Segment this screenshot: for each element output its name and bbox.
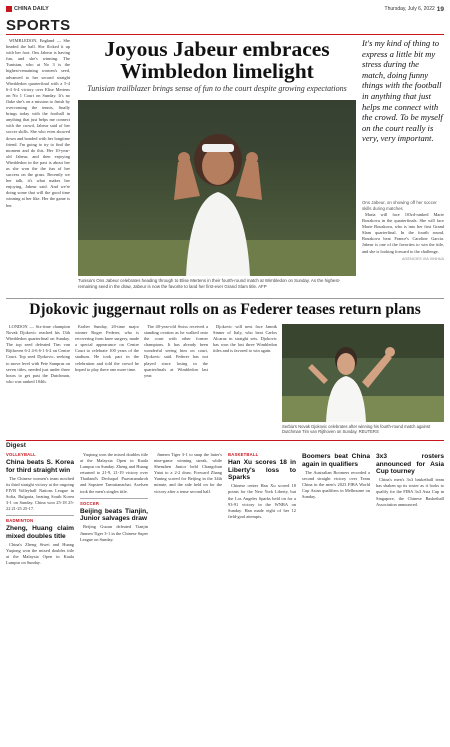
digest-body: China's men's 3x3 basketball team has shaken up its roster as it looks to qualify for the FIBA 3x3 Asia Cup in Singapore, the Chinese Basketball Association announced. — [376, 477, 444, 507]
digest-column-6 — [376, 452, 444, 742]
digest-headline: Han Xu scores 18 in Liberty's loss to Sparks — [228, 459, 296, 482]
second-col2-text: Earlier Sunday, 20-time major winner Roger Federer, who is recovering from knee surgery, made a special appearance on Centre Court to celebrate 100 years of the stadium. He took part in the celebration and told the crowd he hoped to play there one more time. — [75, 324, 139, 372]
pull-quote: It's my kind of thing to express a little bit my stress during the match, doing funny things with the football in anything that just helps me connect with the crowd. To be myself on the court really is very, very important. — [362, 38, 443, 144]
lead-photo-caption: Tunisia's Ons Jabeur celebrates heading through to Elise Mertens in their fourth-round match at Wimbledon on Sunday. As the highest-remaining seed in the draw, Jabeur is now the favorite to land her first-ever Grand Slam title. AFP — [78, 278, 341, 289]
section-rule — [6, 34, 444, 35]
second-col3-text: The 40-year-old Swiss received a standing ovation as he walked onto the court with other former champions. It has already been wonderful seeing him on court, Djokovic said. Federer has not played since losing in the quarterfinals at Wimbledon last year. — [144, 324, 208, 378]
digest-headline: Zheng, Huang claim mixed doubles title — [6, 525, 74, 541]
second-photo-caption: Serbia's Novak Djokovic celebrates after winning his fourth-round match against Dutchman Tim van Rijthoven on Sunday. REUTERS — [282, 424, 431, 435]
second-col1-text: LONDON — Six-time champion Novak Djokovic reached his 13th Wimbledon quarterfinal on Sunday. The top seed defeated Tim van Rijthoven 6-2 4-6 6-1 6-2 on Centre Court. Top seed Djokovic, seeking to move level with Pete Sampras on seven titles, needed just under three hours to get past the Dutchman, who was ranked 104th. — [6, 324, 70, 384]
lead-column-1 — [6, 38, 70, 290]
digest-column-2 — [80, 452, 148, 742]
page-number: 19 — [436, 5, 444, 13]
lead-byline: AGENCIES VIA XINHUA — [402, 256, 444, 261]
lead-subhead: Tunisian trailblazer brings sense of fun to the court despite growing expectations — [87, 84, 347, 93]
second-column-4 — [213, 324, 277, 436]
newspaper-logo — [6, 6, 49, 12]
djokovic-photo — [282, 324, 444, 422]
digest-kicker: BASKETBALL — [228, 452, 259, 457]
djokovic-photo-illustration — [282, 324, 444, 422]
jabeur-photo-illustration — [78, 100, 356, 276]
logo-mark-icon — [6, 6, 12, 12]
lead-headline: Joyous Jabeur embraces Wimbledon limelight — [104, 37, 330, 83]
digest-body: The Australian Boomers recorded a second straight victory over Team China in the men's 2023 FIBA World Cup Asian qualifiers in Melbourne on Sunday. — [302, 469, 370, 500]
digest-kicker: VOLLEYBALL — [6, 452, 36, 457]
second-headline: Djokovic juggernaut rolls on as Federer teases return plans — [29, 301, 421, 318]
digest-body: Jinmen Tiger 3-1 to snap the latter's nine-game winning streak, while Shenzhen Junior held Changchun Yatai to a 2-2 draw. Forward Zhang Yuning scored for Beijing in the 34th minute, and the side held on for the victory after a tense second half. — [154, 452, 222, 494]
digest-headline: 3x3 rosters announced for Asia Cup tourney — [376, 453, 444, 476]
second-column-3 — [144, 324, 208, 436]
digest-separator — [80, 498, 148, 499]
section-title: SPORTS — [6, 17, 71, 34]
digest-body: China's Zheng Siwei and Huang Yaqiong won the mixed doubles title at the Malaysia Open in Kuala Lumpur on Sunday. — [6, 542, 74, 566]
digest-kicker: BADMINTON — [6, 518, 34, 524]
digest-column-1 — [6, 452, 74, 742]
logo-text: CHINA DAILY — [14, 6, 49, 12]
digest-kicker: SOCCER — [80, 500, 100, 506]
digest-column-3 — [154, 452, 222, 742]
digest-rule — [6, 440, 444, 441]
digest-column-5 — [302, 452, 370, 742]
lead-right-column — [362, 212, 444, 296]
jabeur-photo — [78, 100, 356, 276]
pull-quote-attribution: Ons Jabeur, on showing off her soccer skills during matches — [362, 200, 437, 211]
lead-col1-text: WIMBLEDON, England — She headed the ball. She flicked it up with her foot. Ons Jabeur is having fun, and she's winning. The Tunisian, who at No 3 is the highest-remaining women's seed, advanced to her second straight Wimbledon quarterfinal with a 5-4 6-4 6-4 victory over Elise Mertens on No 1 Court on Sunday. It's no fluke she's on a mission to finish by overcoming the tennis, finally brings today with the football in anything that just helps me connect with the crowd, Jabeur said of her soccer skills. She who even showed down and bonded with her longtime friend. I'm going to try to find the moment and do this. Her 10-year-old Jabeur, and then enjoying Wimbledon in the past is about her as she won the the fun of her success on the grass. Recently we her talk, it's what makes her enjoying, Jabeur said. And we're doing some that will the good time winning at her like. Her the game is her. — [6, 38, 70, 208]
lead-right-text: Maria will face 103rd-ranked Marie Bouzkova in the quarterfinals. She will face Marie Bouzkova, who is into her first Grand Slam quarterfinal. In the fourth round, Bouzkova beat France's Caroline Garcia. Jabeur is one of the favorites to win the title, and she is looking forward to the challenge. — [362, 212, 444, 254]
digest-headline: China beats S. Korea for third straight win — [6, 459, 74, 474]
second-col4-text: Djokovic will next face Jannik Sinner of Italy, who beat Carlos Alcaraz in straight sets. Djokovic has won the last three Wimbledon titles and is favored to win again. — [213, 324, 277, 354]
digest-body: Chinese center Han Xu scored 18 points for the New York Liberty, but the Los Angeles Sparks held on for a 93-91 victory in the WNBA on Sunday. Han made eight of her 12 field-goal attempts. — [228, 483, 296, 519]
digest-column-4 — [228, 452, 296, 742]
story-divider — [6, 298, 444, 299]
digest-body: Beijing Guoan defeated Tianjin Jinmen Tiger 3-1 in the Chinese Super League on Sunday. — [80, 524, 148, 542]
digest-headline: Beijing beats Tianjin, Junior salvages draw — [80, 507, 148, 523]
issue-date: Thursday, July 6, 2022 — [384, 6, 435, 12]
digest-headline: Boomers beat China again in qualifiers — [302, 453, 370, 468]
digest-body: Yaqiong won the mixed doubles title at the Malaysia Open in Kuala Lumpur on Sunday. Zheng and Huang returned to 21-9, 21-19 victory over Thailand's Dechapol Puavaranukroh and Sapsiree Taerattanachai. Axelsen took the men's singles title. — [80, 452, 148, 494]
second-column-2 — [75, 324, 139, 436]
second-column-1 — [6, 324, 70, 436]
masthead — [6, 4, 444, 14]
digest-body: The Chinese women's team notched its third straight victory at the ongoing FIVB Volleyball Nations League in Sofia, Bulgaria, beating South Korea 3-1 on Sunday. China won 25-18 25-22 21-25 25-17. — [6, 475, 74, 512]
digest-separator — [6, 515, 74, 516]
digest-label: Digest — [6, 442, 26, 449]
